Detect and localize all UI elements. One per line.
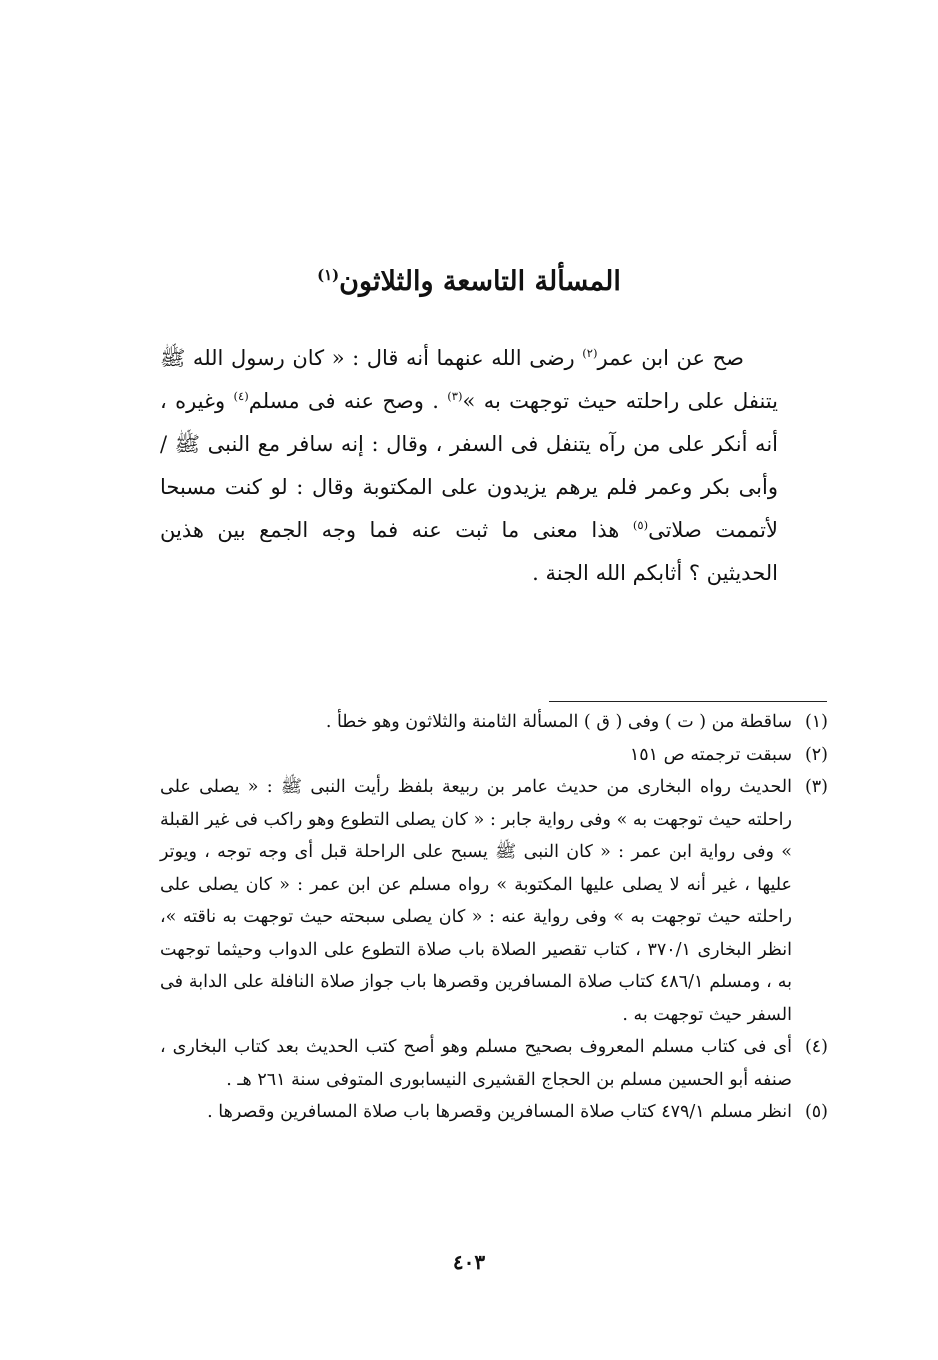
paragraph-segment: وغيره ، أنه أنكر على من رآه يتنفل فى السفر ، وقال : إنه سافر مع النبى ﷺ / وأبى بكر وعمر فلم يرهم يزيدون على المكتوبة وقال : لو كنت مسبحا لأتممت صلاتى	[160, 389, 779, 542]
paragraph-segment: رضى الله عنهما أنه قال : « كان رسول الله ﷺ يتنفل على راحلته حيث توجهت به »	[160, 346, 778, 413]
main-text	[160, 337, 778, 595]
footnote-mark: (٣)	[447, 389, 463, 403]
footnote-number: (٤)	[804, 1037, 828, 1057]
footnote-mark: (٤)	[233, 389, 249, 403]
page-number: ٤٠٣	[452, 1250, 486, 1274]
footnote-4	[160, 1031, 828, 1096]
section-title	[160, 262, 778, 302]
footnote-text: انظر مسلم ٤٧٩/١ كتاب صلاة المسافرين وقصرها باب صلاة المسافرين وقصرها .	[207, 1102, 792, 1122]
footnote-2	[160, 739, 828, 772]
footnote-number: (٣)	[804, 777, 828, 797]
footnote-number: (٥)	[804, 1102, 828, 1122]
footnote-number: (١)	[804, 712, 828, 732]
footnote-separator	[549, 701, 827, 702]
paragraph-segment: هذا معنى ما ثبت عنه فما وجه الجمع بين هذين الحديثين ؟ أثابكم الله الجنة .	[160, 518, 778, 585]
footnote-1	[160, 706, 828, 739]
footnote-number: (٢)	[804, 744, 828, 765]
footnote-mark: (٢)	[582, 346, 598, 360]
section-title-text: المسألة التاسعة والثلاثون	[339, 266, 621, 297]
footnote-text: أى فى كتاب مسلم المعروف بصحيح مسلم وهو أصح كتب الحديث بعد كتاب البخارى ، صنفه أبو الحسين مسلم بن الحجاج القشيرى النيسابورى المتوفى سنة ٢٦١ هـ .	[160, 1037, 792, 1090]
footnote-3	[160, 771, 828, 1031]
footnote-text: ساقطة من ( ت ) وفى ( ق ) المسألة الثامنة والثلاثون وهو خطأ .	[325, 712, 792, 732]
footnote-text: الحديث رواه البخارى من حديث عامر بن ربيعة بلفظ رأيت النبى ﷺ : « يصلى على راحلته حيث توجهت به » وفى رواية جابر : « كان يصلى التطوع وهو راكب فى غير القبلة » وفى رواية ابن عمر : « كان النبى ﷺ يسبح على الراحلة قبل أى وجه توجه ، ويوتر عليها ، غير أنه لا يصلى عليها المكتوبة » رواه مسلم عن ابن عمر : « كان يصلى على راحلته حيث توجهت به » وفى رواية عنه : « كان يصلى سبحته حيث توجهت به ناقته »، انظر البخارى ٣٧٠/١ ، كتاب تقصير الصلاة باب صلاة التطوع على الدواب وحيثما توجهت به ، ومسلم ٤٨٦/١ كتاب صلاة المسافرين وقصرها باب جواز صلاة النافلة على الدابة فى السفر حيث توجهت به .	[160, 777, 792, 1025]
paragraph-segment: . وصح عنه فى مسلم	[248, 389, 448, 413]
footnote-text: سبقت ترجمته ص ١٥١	[629, 744, 792, 765]
title-footnote-mark: (١)	[317, 266, 340, 284]
footnote-5	[160, 1096, 828, 1129]
question-paragraph	[160, 337, 778, 595]
footnote-mark: (٥)	[632, 518, 649, 532]
footnotes	[160, 706, 828, 1129]
paragraph-segment: صح عن ابن عمر	[597, 346, 745, 370]
